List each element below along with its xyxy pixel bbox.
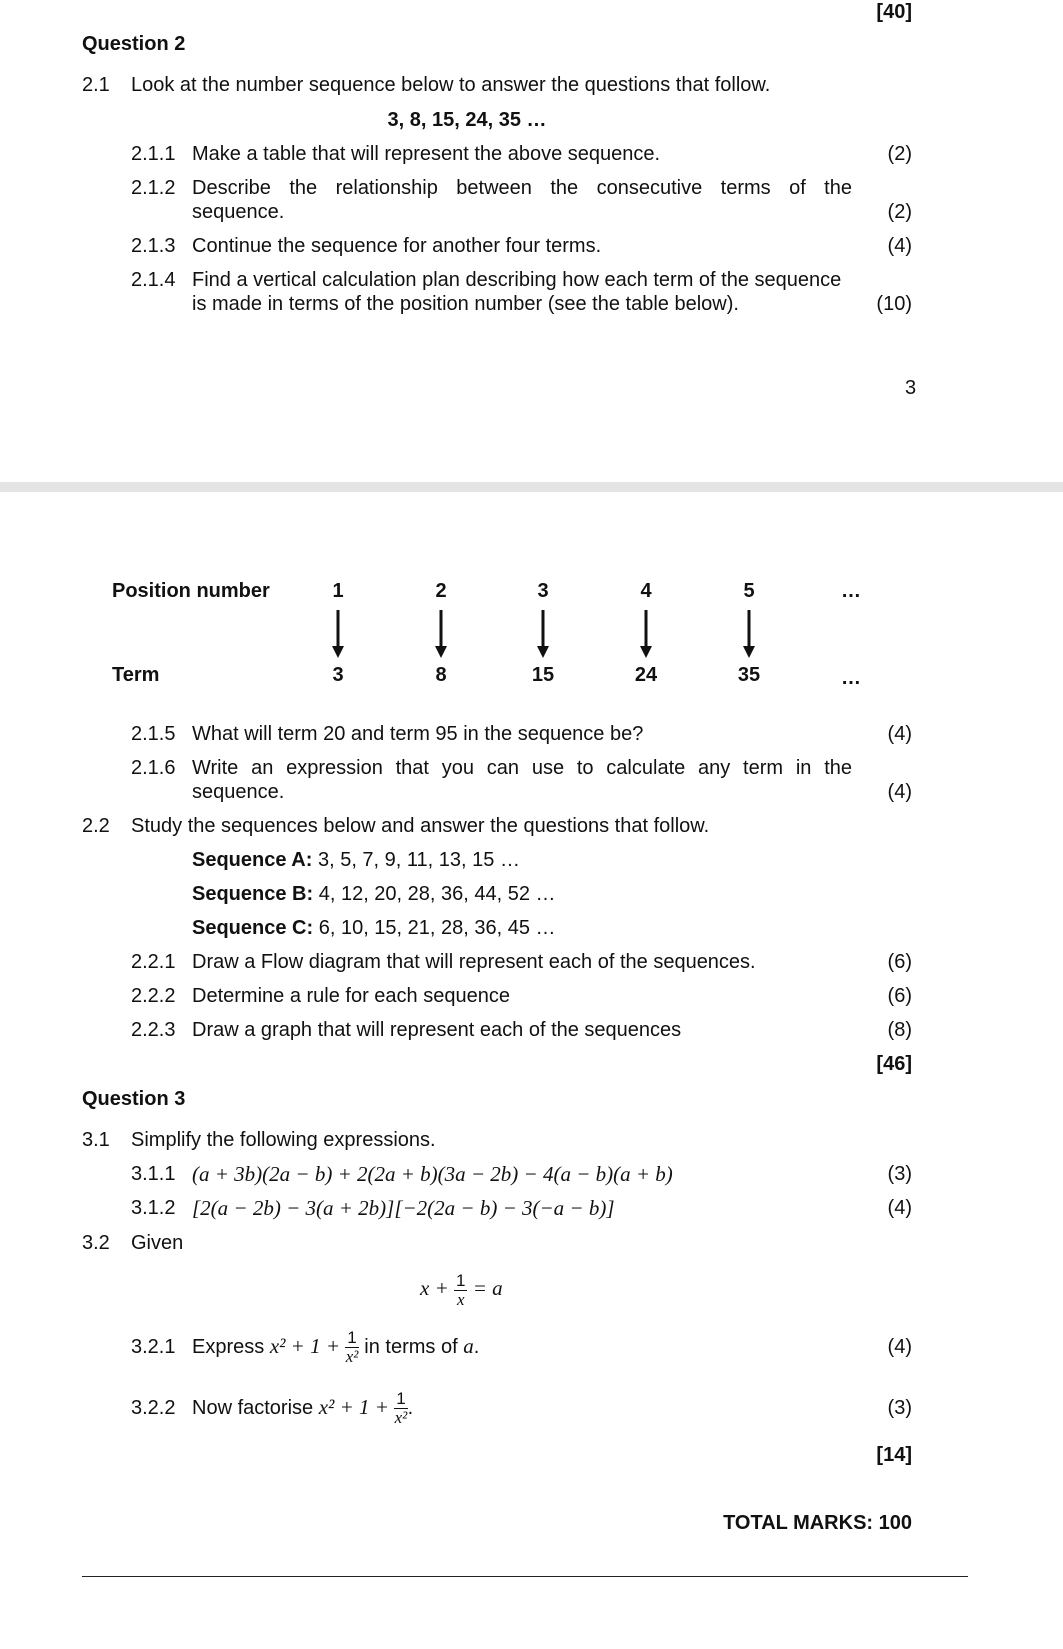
item-marks: (6) [887,985,912,1007]
item-number: 2.1.4 [131,269,176,291]
position-value: 5 [743,580,755,602]
item-text-post: in terms of [358,1336,464,1358]
down-arrow-icon [739,608,759,660]
item-number: 3.2.2 [131,1397,176,1419]
item-text [192,1324,479,1369]
item-number: 2.1.3 [131,235,176,257]
down-arrow-icon [533,608,553,660]
position-number-label: Position number [112,580,270,602]
term-value: 3 [332,664,344,686]
sequence-values: 4, 12, 20, 28, 36, 44, 52 … [313,883,556,905]
term-value: 24 [634,664,658,686]
item-text: What will term 20 and term 95 in the sequence be? [192,723,644,745]
item-marks: (4) [887,235,912,257]
position-value: 3 [537,580,549,602]
item-text-line2: sequence. [192,201,285,223]
fraction-numerator: 1 [396,1389,406,1409]
item-text: Find a vertical calculation plan describing how each term of the sequence [192,269,842,291]
item-text: Continue the sequence for another four terms. [192,235,602,257]
item-marks: (10) [876,293,912,315]
term-value: 35 [737,664,761,686]
position-value: 4 [640,580,652,602]
section-number: 3.1 [82,1129,110,1151]
item-marks: (2) [887,143,912,165]
term-label: Term [112,664,160,686]
sequence-label: Sequence C: [192,917,314,939]
position-value: 2 [435,580,447,602]
item-text: Describe the relationship between the consecutive terms of the [192,177,852,199]
sequence-label: Sequence B: [192,883,314,905]
item-number: 2.1.1 [131,143,176,165]
item-marks: (6) [887,951,912,973]
position-value: 1 [332,580,344,602]
item-marks: (2) [887,201,912,223]
item-text: Draw a Flow diagram that will represent each of the sequences. [192,951,756,973]
sequence-label: Sequence A: [192,849,313,871]
item-text [192,1385,413,1430]
position-ellipsis: … [841,580,861,602]
item-number: 3.1.2 [131,1197,176,1219]
item-number: 3.1.1 [131,1163,176,1185]
sequence-c [192,916,556,940]
item-marks: (4) [887,723,912,745]
expression: (a + 3b)(2a − b) + 2(2a + b)(3a − 2b) − 4(a − b)(a + b) [192,1162,673,1186]
question2-total: [46] [876,1053,912,1075]
item-text-pre: Express [192,1336,270,1358]
down-arrow-icon [431,608,451,660]
item-text: Draw a graph that will represent each of the sequences [192,1019,682,1041]
item-text: Determine a rule for each sequence [192,985,510,1007]
question1-total: [40] [876,1,912,23]
item-number: 3.2.1 [131,1336,176,1358]
item-marks: (4) [887,781,912,803]
item-text-line2: is made in terms of the position number (see the table below). [192,293,739,315]
page-number: 3 [905,377,917,399]
section-text: Given [131,1232,184,1254]
item-number: 2.1.2 [131,177,176,199]
section-text: Study the sequences below and answer the questions that follow. [131,815,710,837]
section-text: Simplify the following expressions. [131,1129,436,1151]
term-ellipsis: … [841,667,861,689]
item-marks: (4) [887,1197,912,1219]
item-text-pre: Now factorise [192,1397,319,1419]
sequence-b [192,882,556,906]
item-number: 2.1.5 [131,723,176,745]
given-equation [420,1266,503,1310]
expression: x² + 1 + [269,1334,346,1358]
item-marks: (3) [887,1163,912,1185]
item-number: 2.2.1 [131,951,176,973]
section-text: Look at the number sequence below to answer the questions that follow. [131,74,771,96]
divider-line [82,1576,968,1577]
item-marks: (3) [887,1397,912,1419]
item-text-end: . [473,1336,480,1358]
item-text-end: . [407,1397,414,1419]
equation-right: = a [467,1276,503,1300]
fraction-denominator: x [456,1289,465,1309]
item-text-line2: sequence. [192,781,285,803]
item-number: 2.2.3 [131,1019,176,1041]
item-text: Write an expression that you can use to calculate any term in the [192,757,852,779]
fraction-denominator: x² [394,1408,408,1428]
equation-left: x + [420,1276,454,1300]
fraction-numerator: 1 [456,1270,466,1290]
item-marks: (4) [887,1336,912,1358]
expression: [2(a − 2b) − 3(a + 2b)][−2(2a − b) − 3(−a − b)] [192,1196,615,1220]
expression: x² + 1 + [318,1395,395,1419]
section-number: 3.2 [82,1232,110,1254]
variable: a [463,1334,474,1358]
sequence-values: 3, 5, 7, 9, 11, 13, 15 … [312,849,520,871]
fraction-denominator: x² [345,1347,359,1367]
sequence-values: 6, 10, 15, 21, 28, 36, 45 … [313,917,556,939]
item-marks: (8) [887,1019,912,1041]
section-number: 2.2 [82,815,110,837]
number-sequence: 3, 8, 15, 24, 35 … [387,109,547,131]
question3-total: [14] [876,1444,912,1466]
down-arrow-icon [328,608,348,660]
total-marks: TOTAL MARKS: 100 [723,1512,912,1534]
item-number: 2.1.6 [131,757,176,779]
section-number: 2.1 [82,74,110,96]
down-arrow-icon [636,608,656,660]
term-value: 8 [435,664,447,686]
fraction-numerator: 1 [347,1328,357,1348]
question3-title: Question 3 [82,1088,186,1110]
page-break [0,482,1063,492]
item-text: Make a table that will represent the above sequence. [192,143,661,165]
sequence-a [192,848,520,872]
term-value: 15 [531,664,555,686]
question2-title: Question 2 [82,33,186,55]
item-number: 2.2.2 [131,985,176,1007]
